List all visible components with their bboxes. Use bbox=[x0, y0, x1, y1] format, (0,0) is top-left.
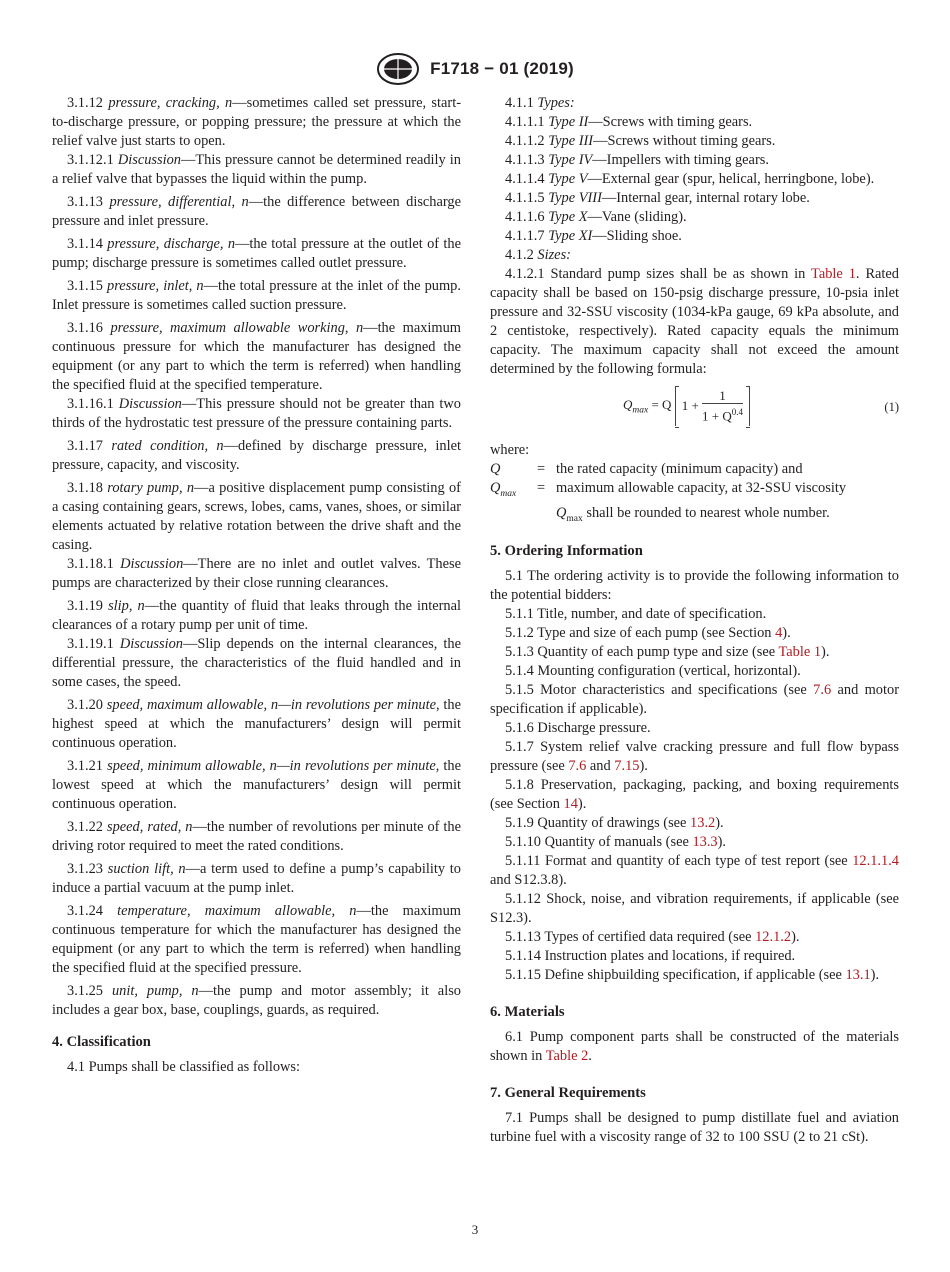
link-table-1[interactable]: Table 1 bbox=[811, 266, 856, 282]
link-13-2[interactable]: 13.2 bbox=[690, 814, 716, 831]
link-section-4[interactable]: 4 bbox=[775, 624, 783, 641]
para-7-1: 7.1 Pumps shall be designed to pump distillate fuel and aviation turbine fuel with a viscosity range of 32 to 100 SSU (2 to 21 cSt). bbox=[490, 1109, 899, 1145]
where-row-note: $Q_{max}$ shall be rounded to nearest whole number. bbox=[556, 504, 830, 524]
link-7-15[interactable]: 7.15 bbox=[614, 757, 640, 774]
para-3-1-15: 3.1.15 pressure, inlet, n—the total pressure at the inlet of the pump. Inlet pressure is sometimes called suction pressure. bbox=[52, 278, 461, 313]
link-12-1-1-4[interactable]: 12.1.1.4 bbox=[852, 852, 899, 869]
para-3-1-14: 3.1.14 pressure, discharge, n—the total pressure at the outlet of the pump; discharge pressure is sometimes called outlet pressure. bbox=[52, 236, 461, 271]
para-5-1-10: 5.1.10 Quantity of manuals (see 13.3). bbox=[505, 833, 727, 850]
para-5-1-4: 5.1.4 Mounting configuration (vertical, horizontal). bbox=[505, 662, 801, 679]
section-6-heading: 6. Materials bbox=[490, 1003, 565, 1020]
para-5-1-3: 5.1.3 Quantity of each pump type and size (see Table 1). bbox=[505, 643, 830, 660]
para-3-1-12-1: 3.1.12.1 Discussion—This pressure cannot be determined readily in a relief valve that bypasses the liquid within the pump. bbox=[52, 152, 461, 187]
para-5-1-8: 5.1.8 Preservation, packaging, packing, and boxing requirements (see Section 14). bbox=[490, 776, 899, 812]
para-5-1-1: 5.1.1 Title, number, and date of specification. bbox=[505, 605, 767, 622]
section-7-heading: 7. General Requirements bbox=[490, 1084, 646, 1101]
left-column bbox=[52, 94, 461, 1077]
section-5-heading: 5. Ordering Information bbox=[490, 542, 643, 559]
page-number: 3 bbox=[471, 1222, 479, 1237]
para-5-1-14: 5.1.14 Instruction plates and locations, if required. bbox=[505, 947, 796, 964]
astm-logo-icon bbox=[376, 52, 420, 86]
link-section-14[interactable]: 14 bbox=[563, 795, 578, 812]
para-5-1-6: 5.1.6 Discharge pressure. bbox=[505, 719, 651, 736]
para-5-1: 5.1 The ordering activity is to provide the following information to the potential bidders: bbox=[490, 567, 899, 603]
equation-1 bbox=[490, 383, 899, 435]
para-5-1-15: 5.1.15 Define shipbuilding specification, if applicable (see 13.1). bbox=[505, 966, 880, 983]
page-header bbox=[0, 52, 950, 86]
link-12-1-2[interactable]: 12.1.2 bbox=[755, 928, 792, 945]
para-5-1-13: 5.1.13 Types of certified data required (see 12.1.2). bbox=[505, 928, 800, 945]
link-13-1[interactable]: 13.1 bbox=[845, 966, 871, 983]
para-3-1-20: 3.1.20 speed, maximum allowable, n—in revolutions per minute, the highest speed at which the manufacturers’ design will permit continuous operation. bbox=[52, 697, 462, 751]
para-4-1: 4.1 Pumps shall be classified as follows: bbox=[67, 1059, 301, 1075]
para-3-1-16-1: 3.1.16.1 Discussion—This pressure should not be greater than two thirds of the hydrostatic test pressure of the pressure containing parts. bbox=[52, 396, 461, 431]
para-6-1: 6.1 Pump component parts shall be constructed of the materials shown in Table 2. bbox=[490, 1028, 899, 1064]
para-3-1-16: 3.1.16 pressure, maximum allowable working, n—the maximum continuous pressure for which the manufacturer has designed the equipment (or any part to which the term is referred) when handling the specified fluid at the specified temperature. bbox=[52, 320, 461, 393]
para-5-1-2: 5.1.2 Type and size of each pump (see Section 4). bbox=[505, 624, 791, 641]
para-4-1-2-1: 4.1.2.1 Standard pump sizes shall be as shown in Table 1. Rated capacity shall be based on 150-psig discharge pressure, 10-psia inlet pressure and 32-SSU viscosity (1034-kPa gauge, 69 kPa absolute, and 2 centistoke, respectively). Rated capacity equals the minimum capacity. The maximum capacity shall not exceed the amount determined by the following formula: bbox=[490, 266, 900, 377]
link-7-6[interactable]: 7.6 bbox=[568, 757, 587, 774]
para-5-1-7: 5.1.7 System relief valve cracking pressure and full flow bypass pressure (see 7.6 and 7.15). bbox=[490, 738, 899, 774]
para-3-1-23: 3.1.23 suction lift, n—a term used to define a pump’s capability to induce a partial vacuum at the pump inlet. bbox=[52, 861, 461, 896]
link-7-6[interactable]: 7.6 bbox=[813, 681, 832, 698]
para-4-1-1-6: 4.1.1.6 Type X—Vane (sliding). bbox=[505, 209, 687, 225]
para-4-1-1-1: 4.1.1.1 Type II—Screws with timing gears. bbox=[505, 114, 753, 130]
para-3-1-12: 3.1.12 pressure, cracking, n—sometimes called set pressure, start-to-discharge pressure, or popping pressure; the pressure at which the relief valve just starts to open. bbox=[52, 95, 461, 149]
right-column bbox=[490, 94, 899, 1147]
designation: F1718 − 01 (2019) bbox=[430, 59, 574, 78]
para-5-1-12: 5.1.12 Shock, noise, and vibration requirements, if applicable (see S12.3). bbox=[490, 890, 899, 926]
where-row-q: Q = the rated capacity (minimum capacity) and bbox=[490, 461, 803, 477]
para-3-1-21: 3.1.21 speed, minimum allowable, n—in revolutions per minute, the lowest speed at which the manufacturers’ design will permit continuous operation. bbox=[52, 758, 461, 812]
para-3-1-18: 3.1.18 rotary pump, n—a positive displacement pump consisting of a casing containing gears, screws, lobes, cams, vanes, shoes, or similar elements actuated by relative rotation between the drive shaft and the casing. bbox=[52, 480, 461, 553]
para-3-1-18-1: 3.1.18.1 Discussion—There are no inlet and outlet valves. These pumps are characterized by their close running clearances. bbox=[52, 556, 461, 591]
where-row-qmax: $Q_{max}$ = maximum allowable capacity, at 32-SSU viscosity bbox=[490, 480, 847, 499]
equation-bracket: 1 + $\frac{1}{1 + Q^{0.4}}$ bbox=[675, 386, 750, 426]
para-4-1-1-7: 4.1.1.7 Type XI—Sliding shoe. bbox=[505, 228, 682, 244]
equation-fraction: $\frac{1}{1 + Q^{0.4}}$ bbox=[702, 387, 744, 424]
equation-formula: $Q_{max} = Q$ 1 + $\frac{1}{1 + Q^{0.4}}$ bbox=[623, 386, 750, 426]
para-4-1-1-2: 4.1.1.2 Type III—Screws without timing gears. bbox=[505, 133, 776, 149]
para-4-1-1: 4.1.1 Types: bbox=[505, 95, 575, 111]
para-3-1-17: 3.1.17 rated condition, n—defined by discharge pressure, inlet pressure, capacity, and viscosity. bbox=[52, 438, 461, 473]
link-table-2[interactable]: Table 2 bbox=[545, 1047, 589, 1064]
para-3-1-19: 3.1.19 slip, n—the quantity of fluid that leaks through the internal clearances of a rotary pump per unit of time. bbox=[52, 598, 461, 633]
link-table-1[interactable]: Table 1 bbox=[778, 643, 822, 660]
para-4-1-1-4: 4.1.1.4 Type V—External gear (spur, helical, herringbone, lobe). bbox=[505, 171, 875, 187]
para-5-1-11: 5.1.11 Format and quantity of each type of test report (see 12.1.1.4 and S12.3.8). bbox=[490, 852, 899, 888]
para-3-1-25: 3.1.25 unit, pump, n—the pump and motor assembly; it also includes a gear box, base, couplings, guards, as required. bbox=[52, 983, 461, 1018]
para-4-1-1-5: 4.1.1.5 Type VIII—Internal gear, internal rotary lobe. bbox=[505, 190, 810, 206]
section-4-heading: 4. Classification bbox=[52, 1034, 151, 1050]
para-3-1-19-1: 3.1.19.1 Discussion—Slip depends on the internal clearances, the differential pressure, the characteristics of the fluid handled and in some cases, the speed. bbox=[52, 636, 461, 690]
para-5-1-5: 5.1.5 Motor characteristics and specifications (see 7.6 and motor specification if applicable). bbox=[490, 681, 899, 717]
para-4-1-1-3: 4.1.1.3 Type IV—Impellers with timing gears. bbox=[505, 152, 769, 168]
para-3-1-22: 3.1.22 speed, rated, n—the number of revolutions per minute of the driving rotor required to meet the rated conditions. bbox=[52, 819, 461, 854]
para-3-1-13: 3.1.13 pressure, differential, n—the difference between discharge pressure and inlet pressure. bbox=[52, 194, 462, 229]
equation-number: (1) bbox=[884, 400, 899, 414]
link-13-3[interactable]: 13.3 bbox=[692, 833, 718, 850]
para-4-1-2: 4.1.2 Sizes: bbox=[505, 247, 571, 263]
para-5-1-9: 5.1.9 Quantity of drawings (see 13.2). bbox=[505, 814, 724, 831]
where-label: where: bbox=[490, 442, 530, 458]
para-3-1-24: 3.1.24 temperature, maximum allowable, n—the maximum continuous temperature for which the manufacturer has designed the equipment (or any part to which the term is referred) when handling the specified fluid at the specified pressure. bbox=[52, 903, 461, 976]
